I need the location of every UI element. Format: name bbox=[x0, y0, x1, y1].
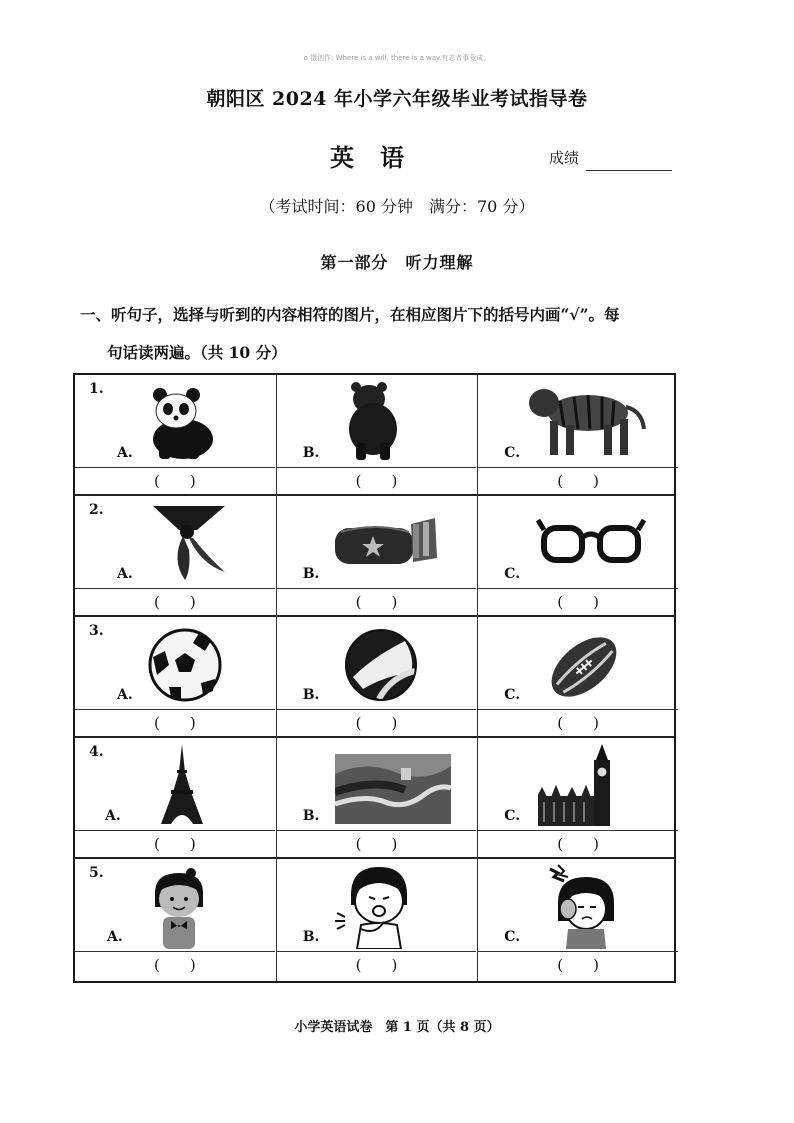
option-letter: C. bbox=[504, 929, 521, 945]
bear-icon bbox=[342, 379, 404, 461]
option-cell-4c bbox=[478, 738, 678, 830]
answer-blank-4c[interactable]: ( ) bbox=[478, 830, 678, 857]
pencil-case-icon bbox=[331, 514, 441, 570]
volleyball-icon bbox=[343, 627, 419, 705]
option-cell-2b bbox=[277, 496, 477, 588]
tiger-icon bbox=[526, 381, 648, 459]
red-scarf-icon bbox=[149, 500, 229, 584]
score-label: 成绩 bbox=[549, 149, 580, 167]
eiffel-tower-icon bbox=[151, 742, 213, 826]
subject-title: 英语 bbox=[330, 143, 430, 172]
option-letter: B. bbox=[302, 687, 320, 703]
option-letter: C. bbox=[504, 808, 521, 824]
option-cell-1c bbox=[478, 375, 678, 467]
question-number: 5. bbox=[89, 865, 104, 881]
answer-blank-5a[interactable]: ( ) bbox=[75, 951, 275, 978]
option-letter: B. bbox=[302, 445, 320, 461]
option-letter: A. bbox=[107, 929, 123, 945]
document-title: 朝阳区 2024 年小学六年级毕业考试指导卷 bbox=[206, 88, 588, 110]
section-instruction-line1: 一、听句子，选择与听到的内容相符的图片，在相应图片下的括号内画“√”。每 bbox=[80, 305, 620, 324]
option-cell-4a bbox=[75, 738, 275, 830]
smiling-girl-icon bbox=[151, 867, 207, 951]
answer-blank-1a[interactable]: ( ) bbox=[75, 467, 275, 494]
big-ben-icon bbox=[538, 742, 622, 826]
great-wall-icon bbox=[335, 754, 451, 824]
question-row-3 bbox=[75, 617, 674, 737]
option-letter: B. bbox=[302, 566, 320, 582]
option-letter: B. bbox=[302, 929, 320, 945]
question-table bbox=[73, 373, 676, 983]
question-number: 1. bbox=[89, 381, 104, 397]
girl-with-headache-icon bbox=[544, 863, 620, 949]
answer-blank-5b[interactable]: ( ) bbox=[277, 951, 477, 978]
score-blank[interactable] bbox=[586, 170, 672, 171]
answer-blank-1b[interactable]: ( ) bbox=[277, 467, 477, 494]
answer-blank-1c[interactable]: ( ) bbox=[478, 467, 678, 494]
section-instruction-line2: 句话读两遍。（共 10 分） bbox=[107, 343, 287, 362]
answer-blank-3b[interactable]: ( ) bbox=[277, 709, 477, 736]
option-cell-2c bbox=[478, 496, 678, 588]
option-cell-3a bbox=[75, 617, 275, 709]
option-cell-1a bbox=[75, 375, 275, 467]
option-letter: B. bbox=[302, 808, 320, 824]
question-row-2 bbox=[75, 496, 674, 616]
option-letter: A. bbox=[117, 687, 133, 703]
answer-blank-2c[interactable]: ( ) bbox=[478, 588, 678, 615]
answer-blank-2a[interactable]: ( ) bbox=[75, 588, 275, 615]
option-cell-3b bbox=[277, 617, 477, 709]
question-number: 2. bbox=[89, 502, 104, 518]
option-cell-5b bbox=[277, 859, 477, 951]
option-cell-4b bbox=[277, 738, 477, 830]
answer-blank-4b[interactable]: ( ) bbox=[277, 830, 477, 857]
column-divider bbox=[477, 375, 478, 981]
rugby-ball-icon bbox=[544, 627, 624, 707]
option-letter: C. bbox=[504, 566, 521, 582]
answer-blank-5c[interactable]: ( ) bbox=[478, 951, 678, 978]
answer-blank-3a[interactable]: ( ) bbox=[75, 709, 275, 736]
question-number: 4. bbox=[89, 744, 104, 760]
option-cell-5a bbox=[75, 859, 275, 951]
glasses-icon bbox=[536, 516, 646, 566]
option-letter: A. bbox=[105, 808, 121, 824]
column-divider bbox=[276, 375, 277, 981]
option-letter: C. bbox=[504, 445, 521, 461]
option-cell-2a bbox=[75, 496, 275, 588]
soccer-ball-icon bbox=[147, 627, 223, 703]
option-letter: C. bbox=[504, 687, 521, 703]
option-letter: A. bbox=[117, 445, 133, 461]
answer-blank-3c[interactable]: ( ) bbox=[478, 709, 678, 736]
question-number: 3. bbox=[89, 623, 104, 639]
answer-blank-4a[interactable]: ( ) bbox=[75, 830, 275, 857]
option-cell-5c bbox=[478, 859, 678, 951]
coughing-child-icon bbox=[331, 865, 415, 949]
watermark: o 摄创作: Where is a will, there is a way.有志者事竟成。 bbox=[303, 54, 491, 62]
option-letter: A. bbox=[117, 566, 133, 582]
part-title: 第一部分 听力理解 bbox=[320, 253, 474, 272]
question-row-1 bbox=[75, 375, 674, 495]
panda-icon bbox=[145, 383, 217, 461]
option-cell-1b bbox=[277, 375, 477, 467]
question-row-4 bbox=[75, 738, 674, 858]
answer-blank-2b[interactable]: ( ) bbox=[277, 588, 477, 615]
option-cell-3c bbox=[478, 617, 678, 709]
question-row-5 bbox=[75, 859, 674, 979]
page-footer: 小学英语试卷 第 1 页（共 8 页） bbox=[294, 1020, 500, 1035]
exam-info: （考试时间：60 分钟 满分：70 分） bbox=[259, 197, 535, 216]
